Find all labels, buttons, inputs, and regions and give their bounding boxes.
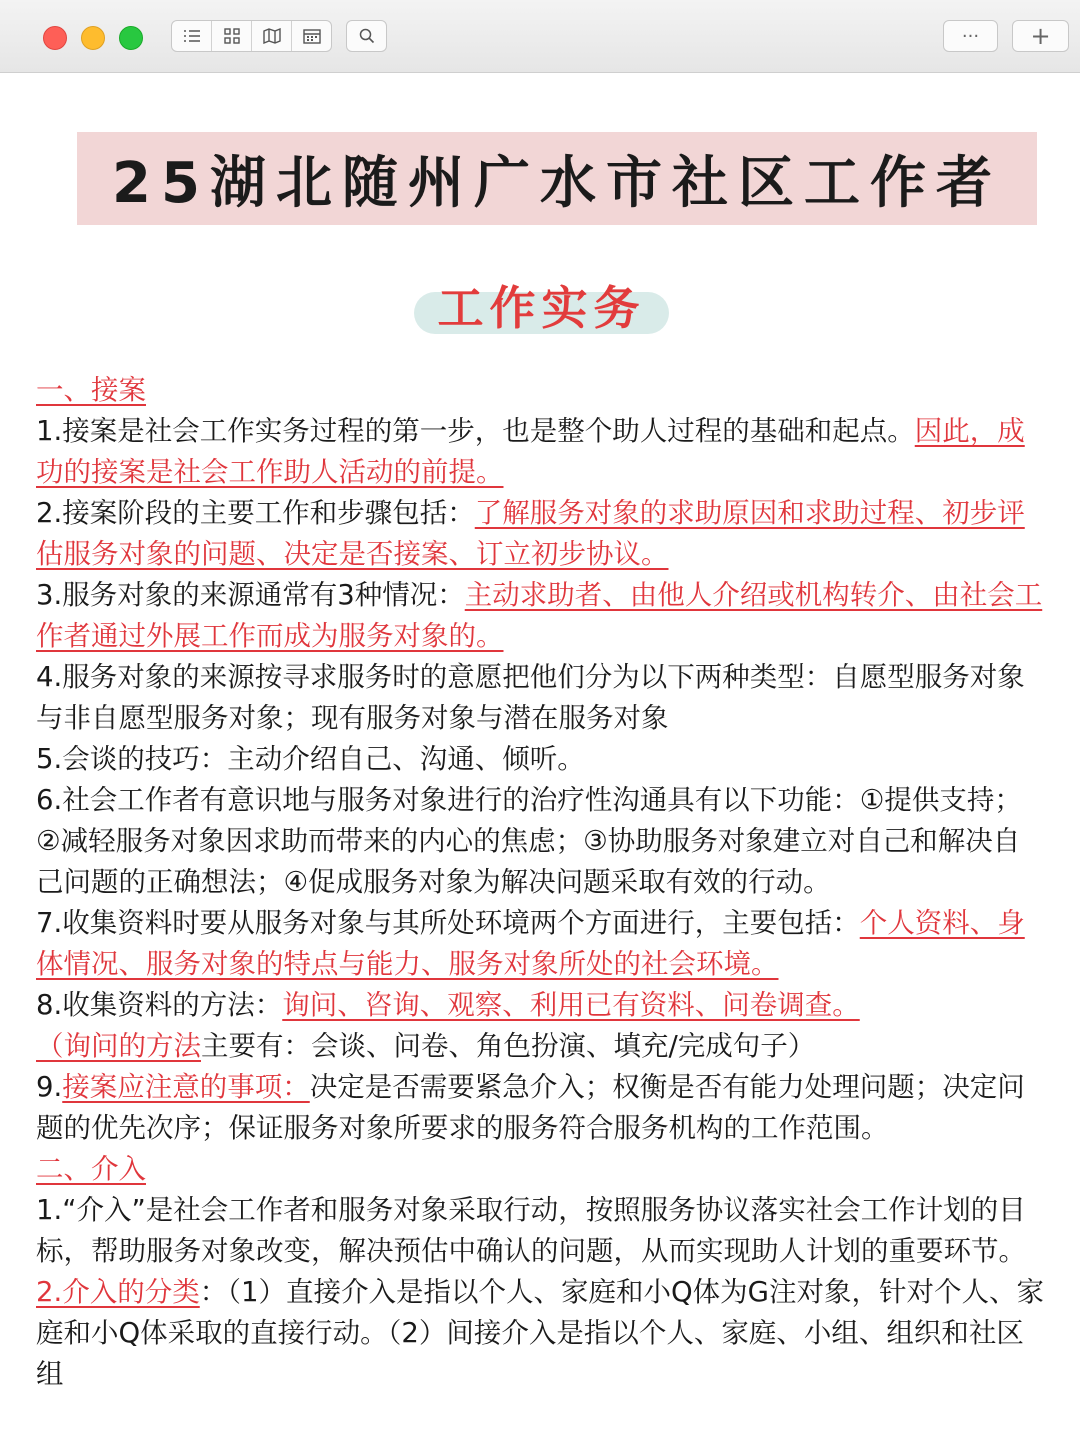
paragraph-8: 8.收集资料的方法：询问、咨询、观察、利用已有资料、问卷调查。 （询问的方法主要有：会谈、问卷、角色扮演、填充/完成句子） bbox=[36, 989, 860, 1062]
search-icon bbox=[359, 28, 375, 44]
zoom-window-button[interactable] bbox=[119, 26, 143, 50]
paragraph-4: 4.服务对象的来源按寻求服务时的意愿把他们分为以下两种类型：自愿型服务对象与非自愿型服务对象；现有服务对象与潜在服务对象 bbox=[36, 661, 1025, 734]
add-icon: + bbox=[1030, 22, 1051, 50]
section-heading-intervention: 二、介入 bbox=[36, 1153, 146, 1185]
list-icon bbox=[183, 29, 201, 43]
paragraph-10: 1.“介入”是社会工作者和服务对象采取行动，按照服务协议落实社会工作计划的目标，帮助服务对象改变，解决预估中确认的问题，从而实现助人计划的重要环节。 bbox=[36, 1194, 1026, 1267]
search-button[interactable] bbox=[346, 20, 387, 52]
view-mode-segmented-control bbox=[171, 20, 332, 52]
add-button[interactable] bbox=[1012, 20, 1069, 52]
paragraph-9: 9.接案应注意的事项：决定是否需要紧急介入；权衡是否有能力处理问题；决定问题的优先次序；保证服务对象所要求的服务符合服务机构的工作范围。 bbox=[36, 1071, 1025, 1144]
paragraph-5: 5.会谈的技巧：主动介绍自己、沟通、倾听。 bbox=[36, 743, 585, 775]
more-icon: ··· bbox=[961, 25, 980, 47]
close-window-button[interactable] bbox=[43, 26, 67, 50]
map-icon bbox=[263, 28, 281, 44]
paragraph-2: 2.接案阶段的主要工作和步骤包括：了解服务对象的求助原因和求助过程、初步评估服务对象的问题、决定是否接案、订立初步协议。 bbox=[36, 497, 1025, 570]
paragraph-11: 2.介入的分类：（1）直接介入是指以个人、家庭和小Q体为G注对象，针对个人、家庭和小Q体采取的直接行动。（2）间接介入是指以个人、家庭、小组、组织和社区组 bbox=[36, 1276, 1044, 1390]
calendar-view-button[interactable] bbox=[292, 21, 331, 51]
paragraph-3: 3.服务对象的来源通常有3种情况：主动求助者、由他人介绍或机构转介、由社会工作者通过外展工作而成为服务对象的。 bbox=[36, 579, 1043, 652]
minimize-window-button[interactable] bbox=[81, 26, 105, 50]
grid-icon bbox=[224, 28, 240, 44]
window-titlebar bbox=[0, 0, 1080, 73]
page-title: 25湖北随州广水市社区工作者 bbox=[112, 150, 1002, 216]
section-heading-intake: 一、接案 bbox=[36, 374, 146, 406]
list-view-button[interactable] bbox=[172, 21, 212, 51]
calendar-icon bbox=[303, 28, 321, 44]
article-body bbox=[36, 370, 1046, 1395]
map-view-button[interactable] bbox=[252, 21, 292, 51]
more-button[interactable] bbox=[943, 20, 998, 52]
grid-view-button[interactable] bbox=[212, 21, 252, 51]
title-banner bbox=[77, 132, 1037, 225]
section-subtitle: 工作实务 bbox=[437, 281, 646, 335]
paragraph-7: 7.收集资料时要从服务对象与其所处环境两个方面进行，主要包括：个人资料、身体情况、服务对象的特点与能力、服务对象所处的社会环境。 bbox=[36, 907, 1025, 980]
paragraph-6: 6.社会工作者有意识地与服务对象进行的治疗性沟通具有以下功能：①提供支持；②减轻服务对象因求助而带来的内心的焦虑；③协助服务对象建立对自己和解决自己问题的正确想法；④促成服务对象为解决问题采取有效的行动。 bbox=[36, 784, 1022, 898]
paragraph-1: 1.接案是社会工作实务过程的第一步，也是整个助人过程的基础和起点。因此，成功的接案是社会工作助人活动的前提。 bbox=[36, 415, 1025, 488]
